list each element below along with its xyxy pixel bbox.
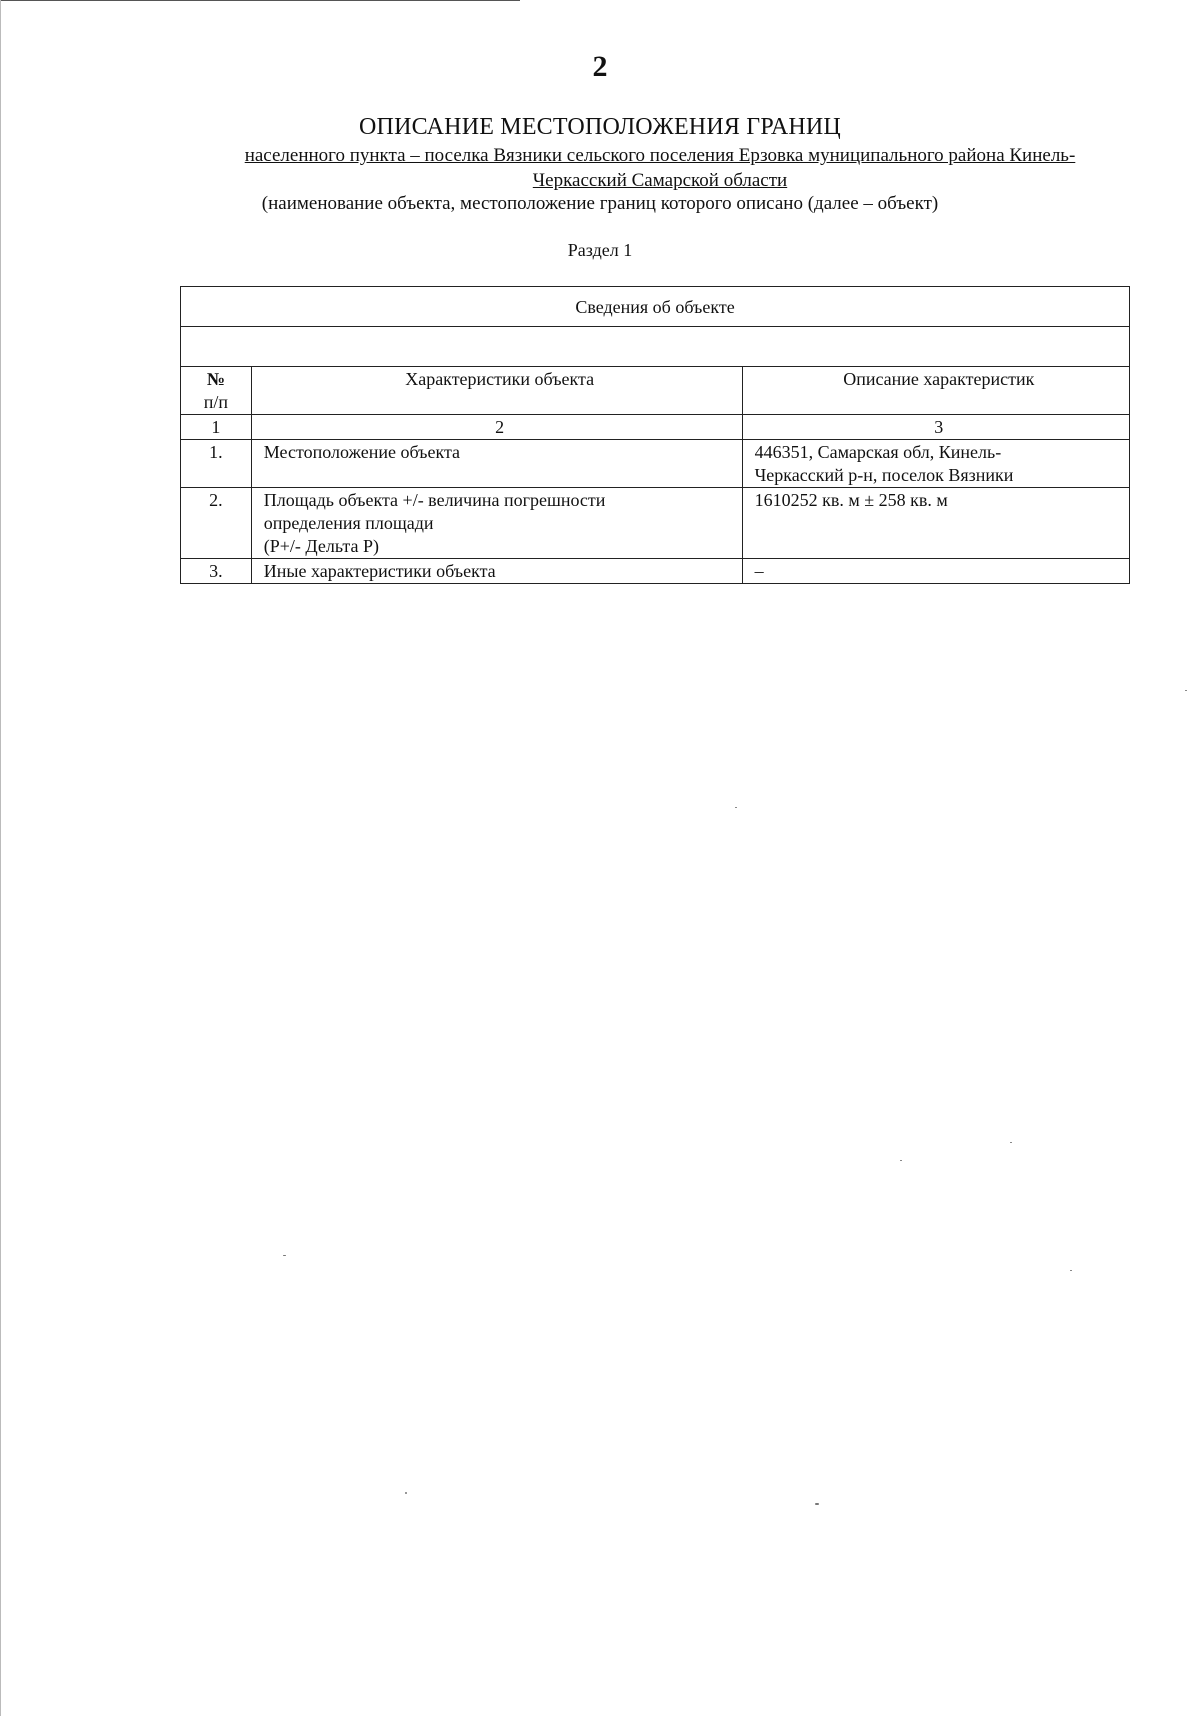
- row-description: [742, 559, 1129, 584]
- row-number: 1.: [181, 440, 252, 488]
- column-header-characteristics: Характеристики объекта: [251, 367, 742, 415]
- scan-speck: [1070, 1270, 1072, 1271]
- table-column-header-row: [181, 367, 1130, 415]
- row-characteristic: [251, 488, 742, 559]
- row-number: 2.: [181, 488, 252, 559]
- scan-speck: [283, 1255, 286, 1256]
- table-heading: Сведения об объекте: [181, 287, 1130, 327]
- column-header-number: [181, 367, 252, 415]
- table-row: [181, 559, 1130, 584]
- table-empty-cell: [181, 327, 1130, 367]
- column-number-1: 1: [181, 415, 252, 440]
- row-description: [742, 440, 1129, 488]
- object-info-table: [180, 286, 1130, 584]
- scan-speck: [900, 1160, 902, 1161]
- section-label: Раздел 1: [567, 240, 633, 260]
- column-header-number-line2: п/п: [203, 392, 229, 412]
- page-number: 2: [592, 50, 608, 83]
- row-description-line: Черкасский р-н, поселок Вязники: [754, 465, 1014, 485]
- scan-speck: [815, 1503, 819, 1505]
- column-header-number-line1: №: [206, 369, 225, 389]
- row-description-line: 446351, Самарская обл, Кинель-: [754, 442, 1002, 462]
- document-caption: (наименование объекта, местоположение границ которого описано (далее – объект): [261, 193, 939, 214]
- row-characteristic-line: Площадь объекта +/- величина погрешности: [263, 490, 606, 510]
- table-row: [181, 488, 1130, 559]
- table-empty-row: [181, 327, 1130, 367]
- row-characteristic: [251, 440, 742, 488]
- scan-speck: [1185, 690, 1187, 691]
- table-column-number-row: [181, 415, 1130, 440]
- row-characteristic-line: Иные характеристики объекта: [263, 561, 496, 581]
- row-characteristic-line: Местоположение объекта: [263, 442, 461, 462]
- row-number: 3.: [181, 559, 252, 584]
- scan-edge-top: [0, 0, 520, 1]
- row-description-line: 1610252 кв. м ± 258 кв. м: [754, 490, 948, 510]
- row-characteristic-line: (Р+/- Дельта Р): [263, 536, 379, 556]
- row-characteristic: [251, 559, 742, 584]
- row-characteristic-line: определения площади: [263, 513, 434, 533]
- scan-speck: [405, 1492, 407, 1494]
- scan-speck: [1010, 1142, 1012, 1143]
- document-subtitle: населенного пункта – поселка Вязники сельского поселения Ерзовка муниципального района Кинель-Черкасский Самарской области: [244, 145, 1076, 191]
- column-number-2: 2: [251, 415, 742, 440]
- table-row: [181, 440, 1130, 488]
- column-number-3: 3: [742, 415, 1129, 440]
- column-header-description: Описание характеристик: [742, 367, 1129, 415]
- row-description: [742, 488, 1129, 559]
- row-description-line: –: [754, 561, 764, 581]
- scan-speck: [735, 807, 737, 808]
- table-heading-row: [181, 287, 1130, 327]
- document-title: ОПИСАНИЕ МЕСТОПОЛОЖЕНИЯ ГРАНИЦ: [359, 114, 841, 140]
